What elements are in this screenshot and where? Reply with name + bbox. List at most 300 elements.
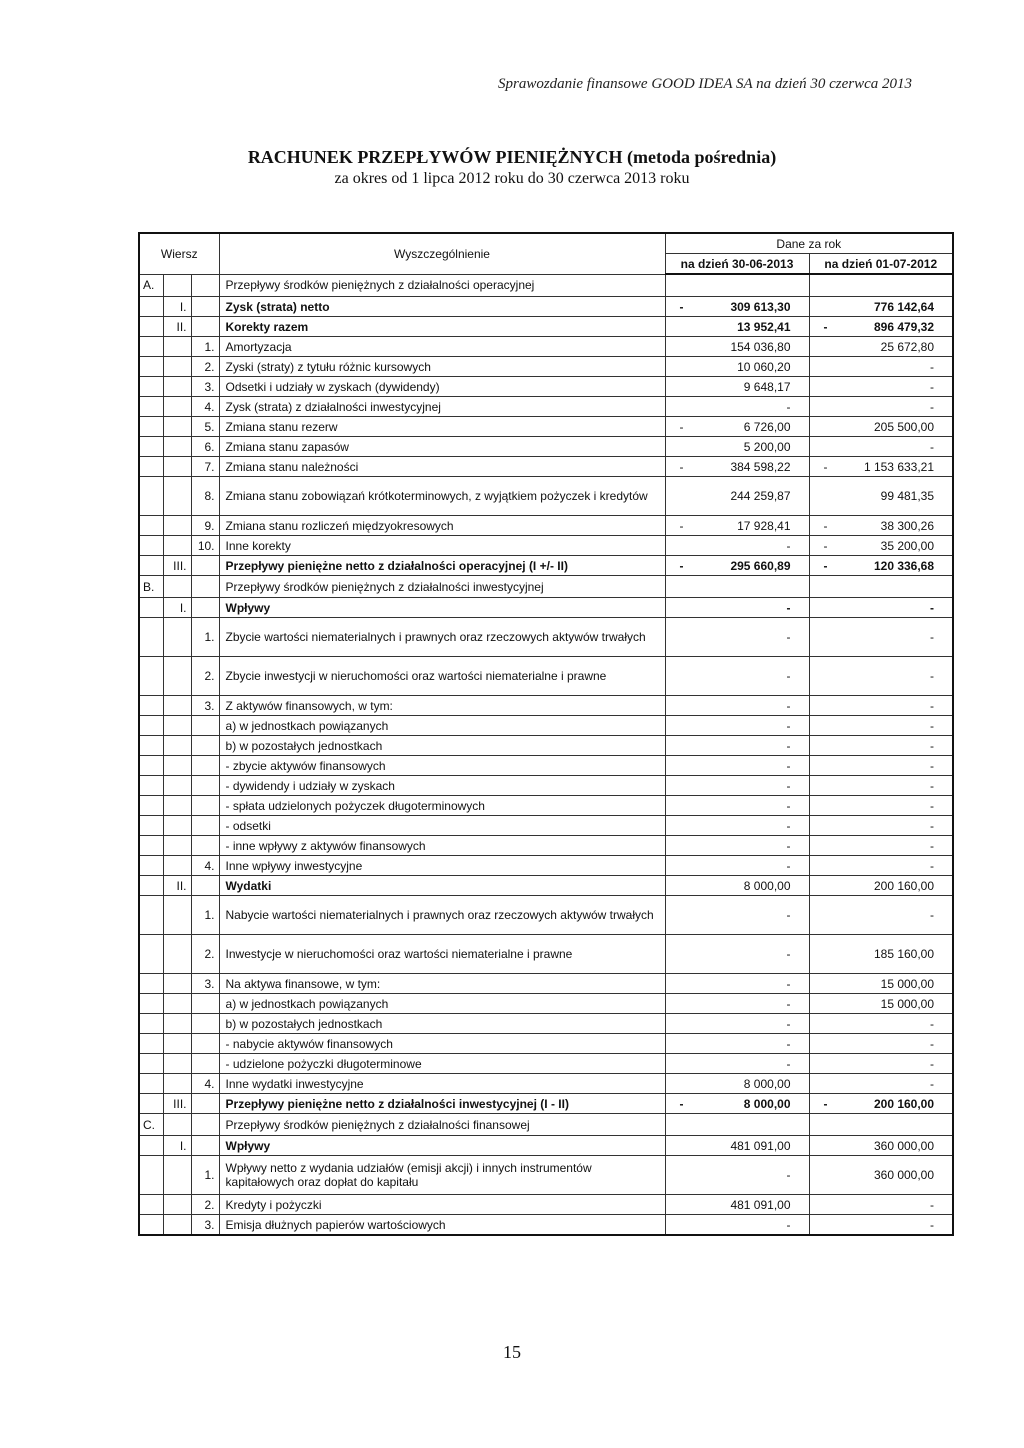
amount: - (930, 399, 935, 414)
row-section-label (139, 337, 163, 357)
header-wiersz: Wiersz (139, 233, 219, 274)
table-row (139, 1054, 953, 1074)
row-description: Zmiana stanu rezerw (219, 417, 665, 437)
value-period-b (809, 756, 953, 776)
value-period-b (809, 776, 953, 796)
row-roman-label: III. (163, 556, 191, 576)
table-row (139, 1215, 953, 1236)
amount: 200 160,00 (873, 878, 935, 893)
row-section-label (139, 1215, 163, 1236)
page-number: 15 (503, 1342, 521, 1362)
amount: - (786, 718, 791, 733)
row-number-label: 4. (191, 1074, 219, 1094)
table-row (139, 274, 953, 297)
row-roman-label: I. (163, 598, 191, 618)
row-description: Zbycie wartości niematerialnych i prawnych oraz rzeczowych aktywów trwałych (219, 618, 665, 657)
amount: - (930, 1016, 935, 1031)
amount: - (930, 1217, 935, 1232)
row-section-label (139, 417, 163, 437)
value-period-b (809, 377, 953, 397)
amount: - (930, 630, 935, 644)
row-number-label (191, 1034, 219, 1054)
row-roman-label: II. (163, 317, 191, 337)
row-roman-label (163, 856, 191, 876)
row-section-label (139, 974, 163, 994)
amount: - (930, 1056, 935, 1071)
row-section-label (139, 836, 163, 856)
value-period-b (809, 598, 953, 618)
amount: - (786, 399, 791, 414)
amount: - (786, 838, 791, 853)
value-period-b (809, 1114, 953, 1136)
amount: 481 091,00 (730, 1138, 791, 1153)
amount: 120 336,68 (873, 558, 935, 573)
row-section-label (139, 696, 163, 716)
row-roman-label (163, 1195, 191, 1215)
row-description: Nabycie wartości niematerialnych i prawnych oraz rzeczowych aktywów trwałych (219, 896, 665, 935)
value-period-b (809, 357, 953, 377)
row-number-label: 2. (191, 935, 219, 974)
row-number-label: 1. (191, 337, 219, 357)
row-roman-label (163, 896, 191, 935)
row-section-label (139, 856, 163, 876)
value-period-b (809, 856, 953, 876)
row-number-label (191, 776, 219, 796)
header-wyszczegolnienie: Wyszczególnienie (219, 233, 665, 274)
table-row (139, 1014, 953, 1034)
row-section-label (139, 397, 163, 417)
table-row (139, 776, 953, 796)
amount: 13 952,41 (737, 319, 791, 334)
row-number-label: 2. (191, 357, 219, 377)
row-number-label: 6. (191, 437, 219, 457)
row-number-label (191, 1094, 219, 1114)
amount: - (930, 600, 935, 615)
row-section-label (139, 477, 163, 516)
row-description: Inne wpływy inwestycyjne (219, 856, 665, 876)
amount: 205 500,00 (873, 419, 935, 434)
amount: 35 200,00 (880, 538, 935, 553)
row-roman-label (163, 357, 191, 377)
amount: 9 648,17 (743, 379, 791, 394)
value-period-a (665, 598, 809, 618)
row-number-label (191, 297, 219, 317)
row-description: Zmiana stanu zapasów (219, 437, 665, 457)
value-period-a (665, 516, 809, 536)
row-description: Inne korekty (219, 536, 665, 556)
amount: - (786, 600, 791, 615)
table-row (139, 736, 953, 756)
value-period-a (665, 836, 809, 856)
row-section-label (139, 1156, 163, 1195)
row-roman-label: I. (163, 1136, 191, 1156)
value-period-a (665, 576, 809, 598)
row-description: Zmiana stanu należności (219, 457, 665, 477)
row-section-label (139, 556, 163, 576)
amount: - (786, 669, 791, 683)
table-row (139, 357, 953, 377)
table-row (139, 896, 953, 935)
row-description: Amortyzacja (219, 337, 665, 357)
value-period-a (665, 1156, 809, 1195)
row-description: Emisja dłużnych papierów wartościowych (219, 1215, 665, 1236)
row-description: - nabycie aktywów finansowych (219, 1034, 665, 1054)
amount: 309 613,30 (730, 299, 791, 314)
table-row (139, 994, 953, 1014)
row-description: - odsetki (219, 816, 665, 836)
table-row (139, 576, 953, 598)
amount: 1 153 633,21 (863, 459, 935, 474)
amount: - (786, 698, 791, 713)
amount: - (786, 976, 791, 991)
amount: - (930, 379, 935, 394)
table-row (139, 756, 953, 776)
row-number-label: 9. (191, 516, 219, 536)
row-section-label (139, 716, 163, 736)
row-section-label (139, 1136, 163, 1156)
table-row (139, 856, 953, 876)
row-number-label: 3. (191, 696, 219, 716)
table-row (139, 696, 953, 716)
amount: 8 000,00 (743, 1096, 791, 1111)
table-row (139, 1114, 953, 1136)
row-roman-label (163, 536, 191, 556)
value-period-b (809, 1074, 953, 1094)
table-row (139, 317, 953, 337)
cash-flow-table (138, 232, 954, 1236)
amount: 8 000,00 (743, 878, 791, 893)
row-section-label (139, 618, 163, 657)
row-roman-label (163, 974, 191, 994)
value-period-a (665, 974, 809, 994)
row-number-label: 4. (191, 397, 219, 417)
row-description: Przepływy środków pieniężnych z działalności finansowej (219, 1114, 665, 1136)
value-period-a (665, 1074, 809, 1094)
row-section-label (139, 1074, 163, 1094)
row-description: Zmiana stanu rozliczeń międzyokresowych (219, 516, 665, 536)
table-row (139, 618, 953, 657)
row-number-label (191, 736, 219, 756)
row-number-label: 3. (191, 1215, 219, 1236)
table-row (139, 417, 953, 437)
amount: 10 060,20 (737, 359, 791, 374)
row-section-label (139, 796, 163, 816)
negative-sign: - (823, 538, 828, 553)
value-period-b (809, 536, 953, 556)
amount: - (786, 738, 791, 753)
table-row (139, 477, 953, 516)
table-row (139, 377, 953, 397)
row-roman-label (163, 1114, 191, 1136)
row-number-label (191, 317, 219, 337)
row-description: - inne wpływy z aktywów finansowych (219, 836, 665, 856)
row-roman-label (163, 716, 191, 736)
value-period-b (809, 1136, 953, 1156)
table-row (139, 1034, 953, 1054)
value-period-a (665, 796, 809, 816)
row-number-label (191, 1054, 219, 1074)
value-period-a (665, 357, 809, 377)
table-row (139, 657, 953, 696)
row-roman-label (163, 417, 191, 437)
row-description: Zysk (strata) netto (219, 297, 665, 317)
value-period-b (809, 417, 953, 437)
negative-sign: - (823, 319, 828, 334)
value-period-a (665, 1215, 809, 1236)
value-period-a (665, 756, 809, 776)
header-period-b: na dzień 01-07-2012 (809, 254, 953, 275)
negative-sign: - (679, 299, 684, 314)
row-roman-label (163, 1014, 191, 1034)
row-roman-label (163, 618, 191, 657)
value-period-a (665, 317, 809, 337)
value-period-a (665, 736, 809, 756)
row-description: - dywidendy i udziały w zyskach (219, 776, 665, 796)
row-number-label (191, 816, 219, 836)
amount: - (786, 798, 791, 813)
table-row (139, 1094, 953, 1114)
header-dane-za-rok: Dane za rok (665, 233, 953, 254)
value-period-b (809, 836, 953, 856)
amount: 360 000,00 (873, 1138, 935, 1153)
row-number-label (191, 556, 219, 576)
value-period-a (665, 457, 809, 477)
row-number-label: 1. (191, 896, 219, 935)
row-roman-label (163, 1215, 191, 1236)
row-description: b) w pozostałych jednostkach (219, 736, 665, 756)
row-number-label (191, 796, 219, 816)
row-roman-label (163, 836, 191, 856)
amount: - (930, 858, 935, 873)
row-roman-label (163, 1156, 191, 1195)
table-row (139, 796, 953, 816)
row-description: Na aktywa finansowe, w tym: (219, 974, 665, 994)
row-number-label (191, 576, 219, 598)
value-period-a (665, 1034, 809, 1054)
value-period-a (665, 297, 809, 317)
row-roman-label (163, 696, 191, 716)
row-description: Wydatki (219, 876, 665, 896)
row-number-label: 3. (191, 377, 219, 397)
row-section-label: C. (139, 1114, 163, 1136)
value-period-b (809, 1054, 953, 1074)
amount: - (930, 359, 935, 374)
row-number-label (191, 716, 219, 736)
row-number-label (191, 598, 219, 618)
row-description: Zbycie inwestycji w nieruchomości oraz wartości niematerialne i prawne (219, 657, 665, 696)
row-section-label (139, 1054, 163, 1074)
row-roman-label: III. (163, 1094, 191, 1114)
negative-sign: - (679, 419, 684, 434)
amount: - (930, 439, 935, 454)
row-description: Zmiana stanu zobowiązań krótkoterminowych, z wyjątkiem pożyczek i kredytów (219, 477, 665, 516)
row-number-label (191, 994, 219, 1014)
row-number-label: 4. (191, 856, 219, 876)
amount: 896 479,32 (873, 319, 935, 334)
row-section-label (139, 437, 163, 457)
row-description: Z aktywów finansowych, w tym: (219, 696, 665, 716)
amount: - (930, 1036, 935, 1051)
amount: 481 091,00 (730, 1197, 791, 1212)
value-period-a (665, 935, 809, 974)
amount: 6 726,00 (743, 419, 791, 434)
table-row (139, 536, 953, 556)
row-section-label (139, 1034, 163, 1054)
row-roman-label (163, 397, 191, 417)
amount: - (786, 1217, 791, 1232)
amount: 154 036,80 (730, 339, 791, 354)
value-period-a (665, 696, 809, 716)
value-period-b (809, 716, 953, 736)
negative-sign: - (823, 1096, 828, 1111)
row-number-label (191, 1014, 219, 1034)
table-row (139, 297, 953, 317)
amount: - (786, 538, 791, 553)
row-roman-label (163, 516, 191, 536)
value-period-b (809, 516, 953, 536)
value-period-b (809, 437, 953, 457)
row-description: Wpływy netto z wydania udziałów (emisji akcji) i innych instrumentów kapitałowych oraz dopłat do kapitału (219, 1156, 665, 1195)
row-roman-label (163, 274, 191, 297)
row-description: a) w jednostkach powiązanych (219, 716, 665, 736)
table-row (139, 556, 953, 576)
amount: - (930, 838, 935, 853)
value-period-a (665, 994, 809, 1014)
row-roman-label (163, 994, 191, 1014)
amount: - (786, 1056, 791, 1071)
amount: 25 672,80 (880, 339, 935, 354)
value-period-a (665, 716, 809, 736)
value-period-a (665, 816, 809, 836)
row-section-label (139, 994, 163, 1014)
value-period-b (809, 696, 953, 716)
value-period-b (809, 397, 953, 417)
row-section-label (139, 457, 163, 477)
value-period-a (665, 1195, 809, 1215)
amount: 244 259,87 (730, 489, 791, 503)
value-period-b (809, 1215, 953, 1236)
table-row (139, 1074, 953, 1094)
amount: 384 598,22 (730, 459, 791, 474)
row-section-label: B. (139, 576, 163, 598)
value-period-a (665, 876, 809, 896)
row-number-label: 2. (191, 1195, 219, 1215)
row-roman-label (163, 816, 191, 836)
row-section-label (139, 516, 163, 536)
row-roman-label (163, 337, 191, 357)
row-roman-label (163, 1034, 191, 1054)
negative-sign: - (679, 518, 684, 533)
table-row (139, 974, 953, 994)
value-period-a (665, 536, 809, 556)
value-period-b (809, 317, 953, 337)
value-period-a (665, 657, 809, 696)
amount: - (930, 738, 935, 753)
row-description: Korekty razem (219, 317, 665, 337)
negative-sign: - (823, 518, 828, 533)
value-period-b (809, 618, 953, 657)
amount: 776 142,64 (873, 299, 935, 314)
row-section-label (139, 297, 163, 317)
amount: - (786, 778, 791, 793)
page-title: RACHUNEK PRZEPŁYWÓW PIENIĘŻNYCH (metoda pośrednia) (247, 147, 777, 167)
value-period-a (665, 477, 809, 516)
row-number-label: 5. (191, 417, 219, 437)
amount: 185 160,00 (873, 947, 935, 961)
table-row (139, 836, 953, 856)
value-period-b (809, 896, 953, 935)
amount: 17 928,41 (737, 518, 791, 533)
value-period-a (665, 1054, 809, 1074)
row-section-label (139, 816, 163, 836)
row-description: Inne wydatki inwestycyjne (219, 1074, 665, 1094)
row-roman-label (163, 457, 191, 477)
row-description: Inwestycje w nieruchomości oraz wartości niematerialne i prawne (219, 935, 665, 974)
row-description: Przepływy pieniężne netto z działalności operacyjnej (I +/- II) (219, 556, 665, 576)
amount: - (930, 798, 935, 813)
value-period-b (809, 1094, 953, 1114)
value-period-a (665, 274, 809, 297)
amount: 200 160,00 (873, 1096, 935, 1111)
row-description: Przepływy pieniężne netto z działalności inwestycyjnej (I - II) (219, 1094, 665, 1114)
row-section-label (139, 598, 163, 618)
amount: - (786, 1016, 791, 1031)
value-period-b (809, 1156, 953, 1195)
value-period-b (809, 816, 953, 836)
value-period-b (809, 457, 953, 477)
row-roman-label (163, 796, 191, 816)
value-period-a (665, 377, 809, 397)
amount: 15 000,00 (880, 976, 935, 991)
value-period-b (809, 796, 953, 816)
header-period-a: na dzień 30-06-2013 (665, 254, 809, 275)
row-roman-label (163, 736, 191, 756)
amount: - (930, 818, 935, 833)
negative-sign: - (679, 459, 684, 474)
value-period-a (665, 1114, 809, 1136)
row-number-label: 7. (191, 457, 219, 477)
row-section-label (139, 1014, 163, 1034)
table-row (139, 716, 953, 736)
amount: 38 300,26 (880, 518, 935, 533)
table-row (139, 337, 953, 357)
row-number-label: 8. (191, 477, 219, 516)
amount: - (786, 818, 791, 833)
negative-sign: - (823, 558, 828, 573)
row-roman-label: II. (163, 876, 191, 896)
row-description: Wpływy (219, 1136, 665, 1156)
value-period-a (665, 776, 809, 796)
row-section-label (139, 876, 163, 896)
row-description: Przepływy środków pieniężnych z działalności inwestycyjnej (219, 576, 665, 598)
amount: 360 000,00 (873, 1168, 935, 1182)
table-row (139, 1195, 953, 1215)
amount: - (930, 758, 935, 773)
row-roman-label (163, 935, 191, 974)
row-section-label (139, 776, 163, 796)
row-section-label: A. (139, 274, 163, 297)
table-row (139, 437, 953, 457)
value-period-b (809, 935, 953, 974)
row-section-label (139, 756, 163, 776)
row-section-label (139, 357, 163, 377)
value-period-b (809, 1195, 953, 1215)
row-roman-label (163, 756, 191, 776)
value-period-b (809, 1034, 953, 1054)
table-row (139, 457, 953, 477)
row-section-label (139, 536, 163, 556)
row-number-label (191, 1114, 219, 1136)
